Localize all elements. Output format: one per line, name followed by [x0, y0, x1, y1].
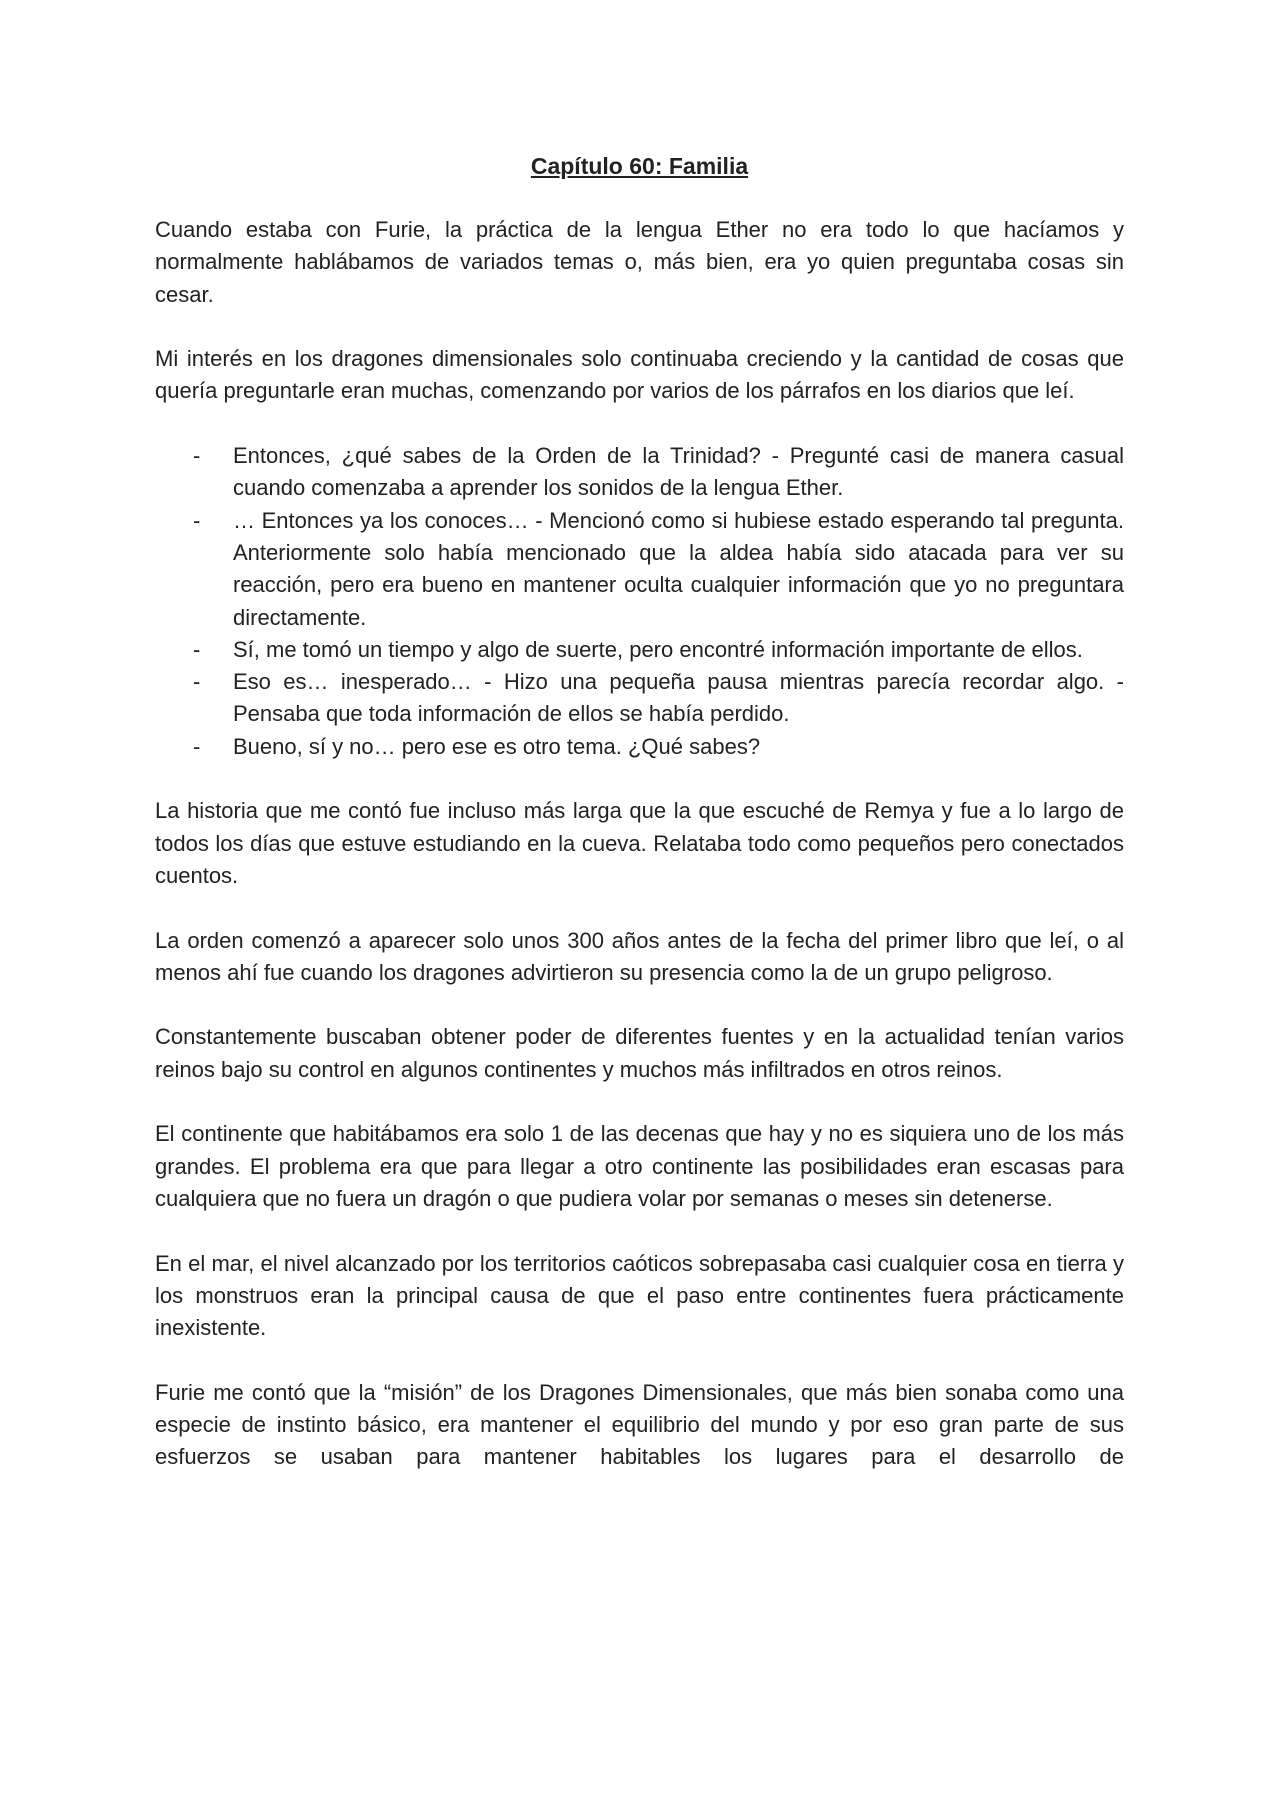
paragraph: Cuando estaba con Furie, la práctica de la lengua Ether no era todo lo que hacíamos y normalmente hablábamos de variados temas o, más bien, era yo quien preguntaba cosas sin cesar. — [155, 217, 1124, 307]
dialog-text: Eso es… inesperado… - Hizo una pequeña pausa mientras parecía recordar algo. - Pensaba que toda información de ellos se había perdido. — [233, 669, 1124, 727]
dialog-list — [155, 440, 1124, 763]
paragraph: En el mar, el nivel alcanzado por los territorios caóticos sobrepasaba casi cualquier cosa en tierra y los monstruos eran la principal causa de que el paso entre continentes fuera prácticamente inexistente. — [155, 1250, 1124, 1341]
dialog-line — [155, 634, 1124, 666]
dialog-line — [155, 440, 1124, 505]
dialog-dash: - — [193, 636, 201, 662]
dialog-dash: - — [193, 443, 201, 469]
dialog-text: Entonces, ¿qué sabes de la Orden de la Trinidad? - Pregunté casi de manera casual cuando comenzaba a aprender los sonidos de la lengua Ether. — [233, 443, 1124, 501]
paragraph: Furie me contó que la “misión” de los Dragones Dimensionales, que más bien sonaba como una especie de instinto básico, era mantener el equilibrio del mundo y por eso gran parte de sus esfuerzos se usaban para mantener habitables los lugares para el desarrollo de — [155, 1379, 1124, 1470]
dialog-dash: - — [193, 733, 201, 759]
paragraph: El continente que habitábamos era solo 1 de las decenas que hay y no es siquiera uno de los más grandes. El problema era que para llegar a otro continente las posibilidades eran escasas para cualquiera que no fuera un dragón o que pudiera volar por semanas o meses sin detenerse. — [155, 1121, 1124, 1211]
paragraph: Constantemente buscaban obtener poder de diferentes fuentes y en la actualidad tenían varios reinos bajo su control en algunos continentes y muchos más infiltrados en otros reinos. — [155, 1024, 1124, 1082]
paragraph: Mi interés en los dragones dimensionales solo continuaba creciendo y la cantidad de cosas que quería preguntarle eran muchas, comenzando por varios de los párrafos en los diarios que leí. — [155, 346, 1124, 404]
dialog-text: Sí, me tomó un tiempo y algo de suerte, pero encontré información importante de ellos. — [233, 636, 1083, 662]
paragraph: La orden comenzó a aparecer solo unos 300 años antes de la fecha del primer libro que leí, o al menos ahí fue cuando los dragones advirtieron su presencia como la de un grupo peligroso. — [155, 927, 1124, 985]
document-page — [155, 150, 1124, 1506]
dialog-line — [155, 731, 1124, 763]
dialog-text: Bueno, sí y no… pero ese es otro tema. ¿Qué sabes? — [233, 733, 761, 759]
dialog-line — [155, 666, 1124, 731]
chapter-title: Capítulo 60: Familia — [530, 153, 749, 179]
dialog-text: … Entonces ya los conoces… - Mencionó como si hubiese estado esperando tal pregunta. Anteriormente solo había mencionado que la aldea había sido atacada para ver su reacción, pero era bueno en mantener oculta cualquier información que yo no preguntara directamente. — [233, 507, 1124, 630]
dialog-line — [155, 505, 1124, 634]
dialog-dash: - — [193, 507, 201, 533]
dialog-dash: - — [193, 669, 201, 695]
paragraph: La historia que me contó fue incluso más larga que la que escuché de Remya y fue a lo largo de todos los días que estuve estudiando en la cueva. Relataba todo como pequeños pero conectados cuentos. — [155, 798, 1124, 888]
